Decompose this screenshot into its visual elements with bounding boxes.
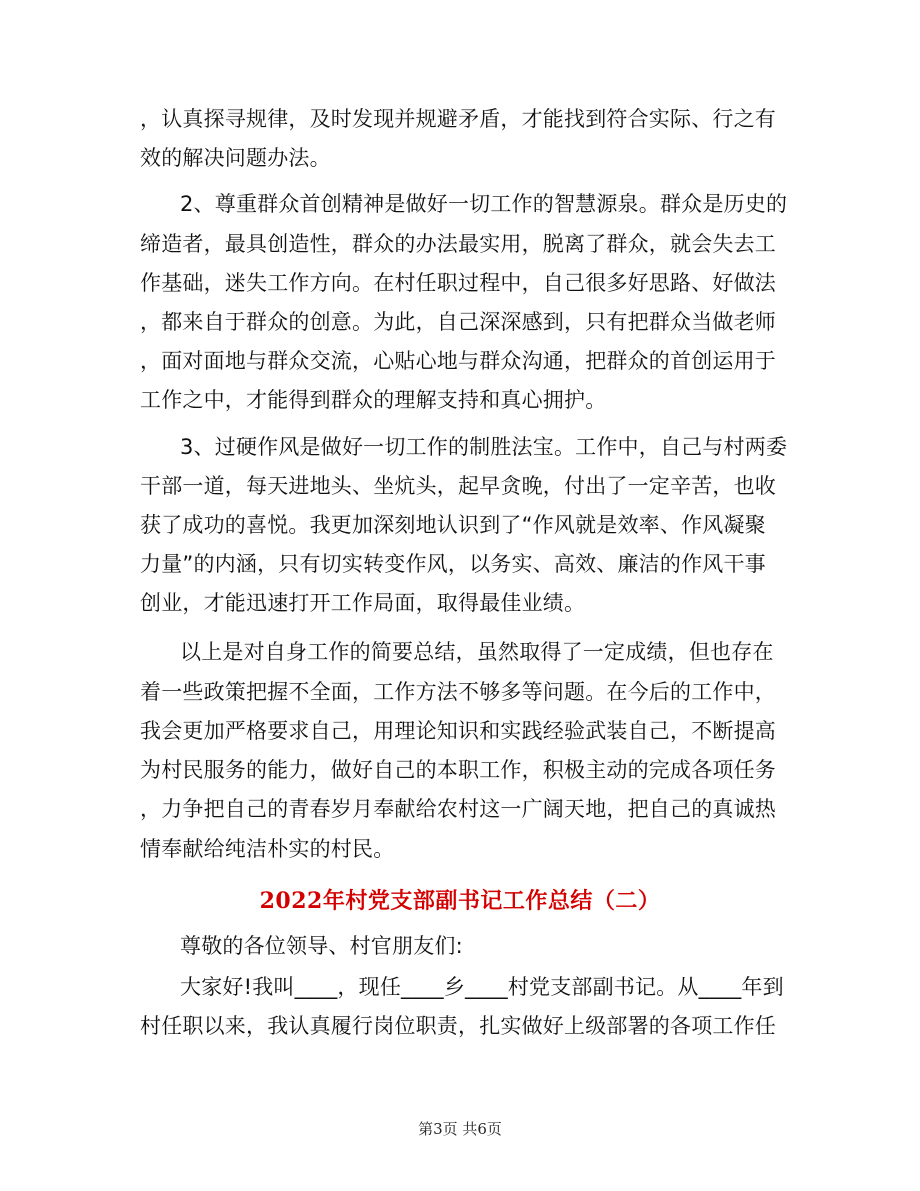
page-number-footer: 第3页 共6页 <box>418 1120 502 1138</box>
paragraph-3-line-5: 创业，才能迅速打开工作局面，取得最佳业绩。 <box>140 591 586 615</box>
paragraph-1-line-2: 效的解决问题办法。 <box>140 146 331 170</box>
paragraph-2-line-3: 作基础，迷失工作方向。在村任职过程中，自己很多好思路、好做法 <box>140 271 776 295</box>
paragraph-4-line-6: 情奉献给纯洁朴实的村民。 <box>140 837 395 861</box>
paragraph-4-line-4: 为村民服务的能力，做好自己的本职工作，积极主动的完成各项任务 <box>140 758 776 782</box>
paragraph-3-line-1: 3、过硬作风是做好一切工作的制胜法宝。工作中，自己与村两委 <box>180 435 788 459</box>
paragraph-3-line-2: 干部一道，每天进地头、坐炕头，起早贪晚，付出了一定辛苦，也收 <box>140 474 776 498</box>
paragraph-2-line-2: 缔造者，最具创造性，群众的办法最实用，脱离了群众，就会失去工 <box>140 232 776 256</box>
paragraph-2-line-6: 工作之中，才能得到群众的理解支持和真心拥护。 <box>140 388 607 412</box>
paragraph-4-line-2: 着一些政策把握不全面，工作方法不够多等问题。在今后的工作中， <box>140 680 776 704</box>
paragraph-4-line-1: 以上是对自身工作的简要总结，虽然取得了一定成绩，但也存在 <box>180 640 774 664</box>
intro-line-1: 大家好!我叫____，现任____乡____村党支部副书记。从____年到 <box>180 975 784 999</box>
section-title: 2022年村党支部副书记工作总结（二） <box>259 888 661 914</box>
paragraph-3-line-4: 力量”的内涵，只有切实转变作风，以务实、高效、廉洁的作风干事 <box>140 552 766 576</box>
paragraph-3-line-3: 获了成功的喜悦。我更加深刻地认识到了“作风就是效率、作风凝聚 <box>140 513 766 537</box>
paragraph-1-line-1: ，认真探寻规律，及时发现并规避矛盾，才能找到符合实际、行之有 <box>140 107 776 131</box>
salutation: 尊敬的各位领导、村官朋友们: <box>180 934 463 958</box>
paragraph-4-line-3: 我会更加严格要求自己，用理论知识和实践经验武装自己，不断提高 <box>140 719 776 743</box>
intro-line-2: 村任职以来，我认真履行岗位职责，扎实做好上级部署的各项工作任 <box>140 1014 776 1038</box>
paragraph-2-line-1: 2、尊重群众首创精神是做好一切工作的智慧源泉。群众是历史的 <box>180 192 788 216</box>
paragraph-2-line-4: ，都来自于群众的创意。为此，自己深深感到，只有把群众当做老师 <box>140 310 776 334</box>
paragraph-4-line-5: ，力争把自己的青春岁月奉献给农村这一广阔天地，把自己的真诚热 <box>140 797 776 821</box>
paragraph-2-line-5: ，面对面地与群众交流，心贴心地与群众沟通，把群众的首创运用于 <box>140 349 776 373</box>
